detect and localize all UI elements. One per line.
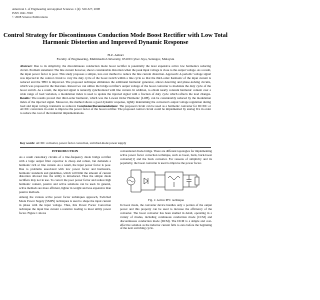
keywords-label: Key words:	[20, 141, 36, 145]
ac-wave	[129, 180, 134, 182]
conclusion-label: Conclusion/Recommendations:	[77, 103, 119, 108]
pfc-block	[165, 172, 183, 190]
abstract-label: Abstract:	[20, 64, 33, 68]
intro-paragraph-2: Among the various active power factor techniques approach, Switched Mode Power Supply (SMPS) techniques is used to shape the input current in phase with the input voltage. Thus, this Power Factor Correction technique the input line current a resistive loading to most utility power factor. Figure 1 shows	[19, 194, 111, 215]
right-paragraph-2: In boost mode, the converter device handles only a portion of the output power and this property can be used to increase the efficiency of the converter. The boost converter has been studied in detail, operating in a variety of modes, including continuous conduction mode (CCM) and discontinuous conduction mode (DCM). The DCM is a simple and cost-effective solution as the inductor current falls to zero before the beginning of the next switching cycle.	[120, 203, 212, 231]
author-name: H.Z. Azhari	[107, 53, 124, 57]
intro-heading: INTRODUCTION	[51, 149, 79, 153]
load-resistor	[195, 177, 199, 185]
results-label: Results:	[20, 95, 31, 100]
title-line-2: Harmonic Distortion and Improved Dynamic Response	[42, 39, 189, 47]
right-column	[120, 150, 212, 167]
journal-issn: ISSN 1941-7020	[12, 11, 33, 15]
author-affiliation: Faculty of Engineering, Multimedia University, 63100 Cyber Jaya, Selangor, Malaysia	[56, 57, 175, 62]
results-body: The results proved that third-order harmonic, which was the Lowest Order Harmonic (LOH), can be considerably reduced by the modulation index of the injected signal. Moreover, the method shows a good dynamic response, tightly maintaining the converter's output voltage regulation during load and input voltage transients as reduced.	[20, 95, 212, 108]
author-block	[0, 53, 231, 62]
paper-title	[0, 32, 231, 47]
title-line-1: Control Strategy for Discontinuous Conduction Mode Boost Rectifier with Low Total	[3, 32, 228, 39]
journal-header	[12, 7, 100, 19]
keywords-body: AC/DC converter, power factor correction, switched-mode power supply	[35, 141, 127, 145]
keywords	[20, 141, 211, 145]
right-column-lower	[120, 204, 212, 231]
journal-copyright: © 2008 Science Publications	[12, 15, 48, 19]
figure-caption: Fig. 1: Active PFC technique	[147, 198, 184, 202]
active-pfc-figure	[125, 166, 207, 196]
section-divider	[20, 147, 211, 148]
inductor-symbol	[168, 177, 180, 180]
abstract	[20, 65, 211, 116]
right-paragraph-1: conventional diode-bridge. There are different topologies for implementing active power factor correction technique, such as boost, buck, buck-boost converter[1] and the buck converter. For reasons of simplicity and its popularity, the boost converter is used to improve the power factor.	[120, 149, 212, 165]
journal-citation: American J. of Engineering and Applied Sciences 1 (4): 320-327, 2008	[12, 7, 100, 11]
intro-paragraph-1: As a result customary circuits of a line-frequency diode bridge rectifier with a large output filter capacitor is cheap and robust, but demands a harmonic rich ac line current. As a result, the input power factor is poor. Due to problems associated with low power factor and harmonics, harmonic standards and guidelines, which will limit the amount of current distortion allowed into the utility is introduced. Thus the simple diode rectifiers may not in use. To correct the poor power factor and reduce high harmonic content, passive and active solutions can be used. In general, active methods are more efficient, lighter in weight and less expensive than passive methods.	[19, 154, 111, 195]
conclusion-body: The proposed circuit can be used as a harmonic converter for DC/DC or AC/DC converters in order to improve the power factor of the boost rectifier. The proposed control circuit could be implemented by analog ICs in order to reduce the cost of the industrial implementations.	[20, 103, 211, 116]
left-column	[19, 150, 111, 217]
abstract-body: Due to its simplicity, the discontinuous conduction mode boost rectifier is potentially the least expensive active low harmonics reducing circuit. Problem statement: The line current however, shows considerable distortion when the peak input voltage is close to the output voltage. As a result, the input power factor is poor. This study proposes a simple, low-cost method to reduce the line current distortion. Approach: A periodic voltage signal was injected in the control circuit to vary the duty cycle of the boost switch within a line cycle so that the third-order harmonic of the input current is reduced and the THD is improved. The proposed technique eliminates the additional harmonic generator, allows detecting and phase-locking circuits, which was proposed in the literature. Instead we can utilize the bridge rectifier's output voltage of the boost converter to modulate the duty cycle of the boost switch. As a result, the injected signal is naturally synchronized with line current. In addition, to obtain nearly constant harmonic content over a wide range of load variation, a modulation index is used to update the injected signal with a fraction of duty cycle which reflects the load changes.	[20, 64, 211, 96]
diode-symbol	[144, 178, 148, 184]
